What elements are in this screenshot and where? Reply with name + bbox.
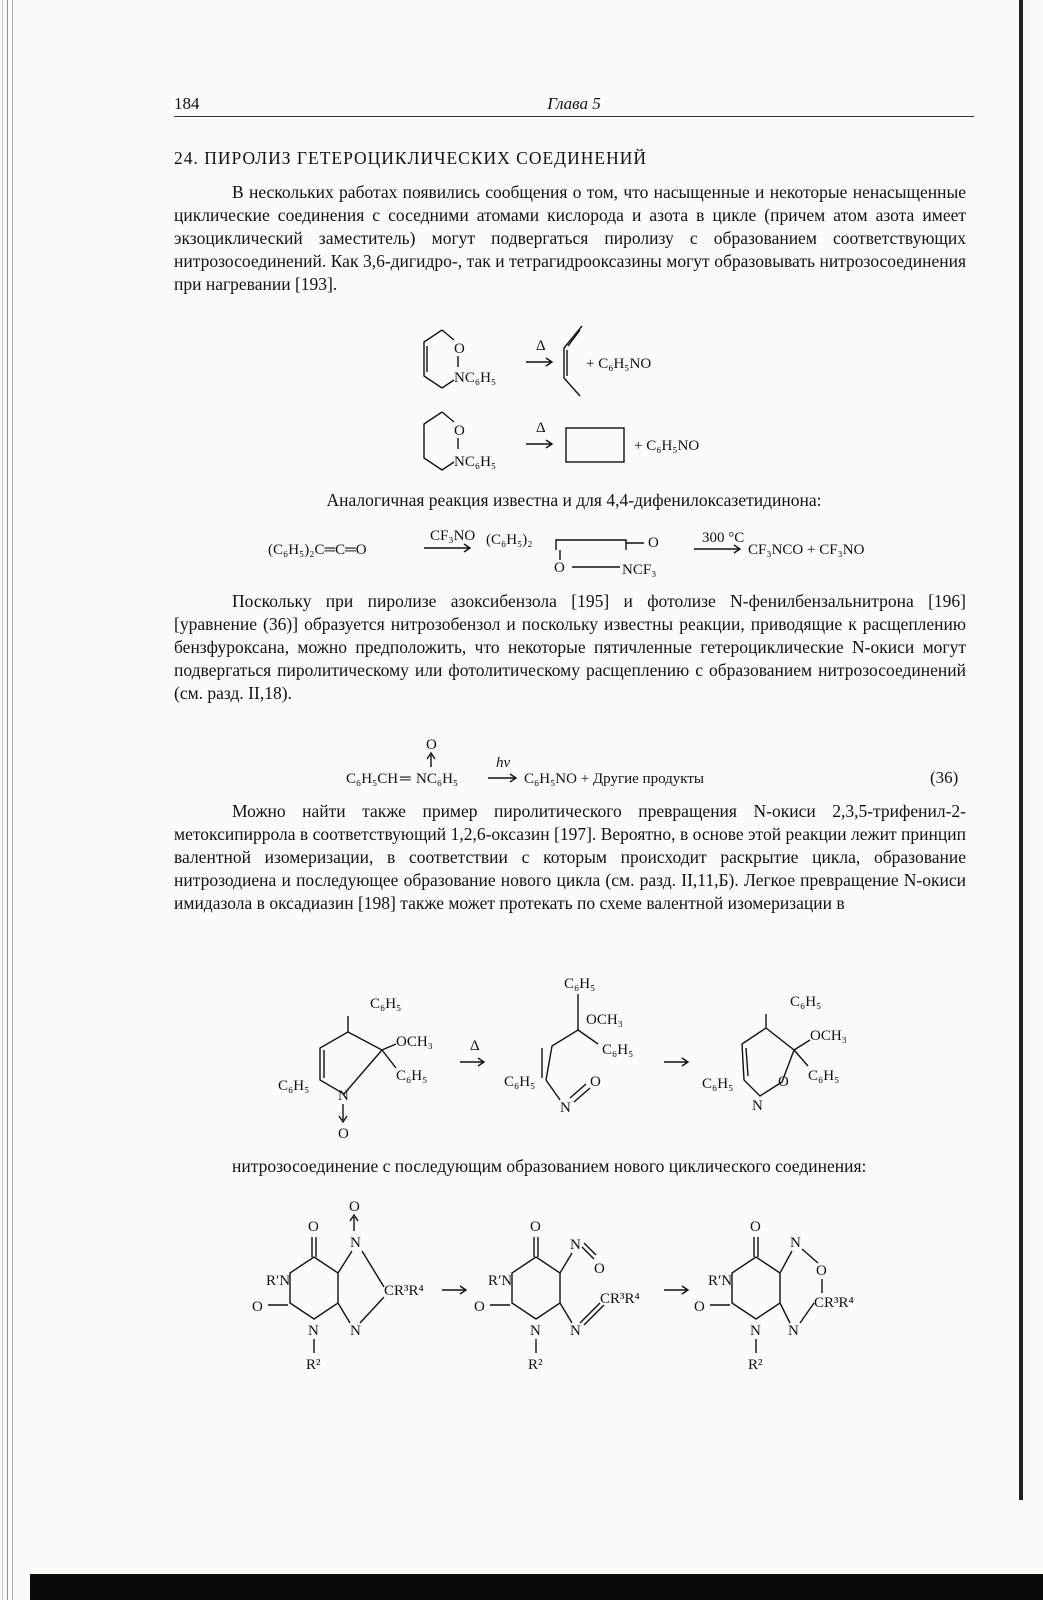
n-r2-2: N (530, 1323, 541, 1339)
imine-double-a (580, 1303, 600, 1323)
cnitroso-bond (560, 1253, 572, 1273)
n-oxide-oxygen: O (426, 737, 437, 753)
ring-ncf3: NCF₃ (622, 562, 657, 578)
paragraph-1: В нескольких работах появились сообщения о том, что насыщенные и некоторые ненасыщенные циклические соединения с соседними атомами кислорода и азота в цикле (причем атом азота имеет экзоциклический заместитель) могут подвергаться пиролизу с образованием соответствующих нитрозосоединений. Как 3,6-дигидро-, так и тетрагидрооксазины могут образовывать нитрозосоединения при нагревании [193]. (174, 182, 966, 294)
ox-bond-e (780, 1303, 790, 1323)
carbonyl-o-2: O (530, 1219, 541, 1235)
scheme-oxazetidinone (174, 520, 974, 580)
oxazetidine-products: CF₃NCO + CF₃NO (748, 542, 865, 558)
phenyl-1b: C₆H₅ (396, 1068, 428, 1084)
imid-bond-b (362, 1251, 384, 1287)
oxadiazine-n: N (790, 1235, 801, 1251)
oxazine-nitrogen: N (752, 1098, 763, 1114)
ring-oxygen: O (554, 560, 565, 576)
pyrolysis-temperature: 300 °C (702, 530, 745, 546)
equation-number: (36) (930, 768, 959, 787)
ring2-nitrogen: NC₆H₅ (454, 454, 497, 470)
pyrimidine-ring-2 (512, 1257, 560, 1319)
phenyl-2b: C₆H₅ (602, 1042, 634, 1058)
ring2-oxygen: O (454, 423, 465, 439)
equation-36 (174, 735, 974, 795)
oxo-1: O (252, 1299, 263, 1315)
nitroso-nitrogen: N (560, 1100, 571, 1116)
oxo-2: O (474, 1299, 485, 1315)
pyrimidine-ring-3 (732, 1257, 780, 1319)
methoxy-3: OCH₃ (810, 1028, 847, 1044)
pyrrole-ring (320, 1016, 382, 1094)
imine-double-b (584, 1305, 604, 1325)
ketene-reactant: (C₆H₅)₂C═C═O (268, 542, 367, 558)
imidazole-n: N (350, 1323, 361, 1339)
oxadiazine-n-2: N (788, 1323, 799, 1339)
n-oxide-oxygen-2: O (338, 1126, 349, 1142)
delta-2: Δ (536, 420, 546, 436)
ring2-bond-b (442, 412, 454, 422)
oxazine-double-1 (746, 1048, 748, 1076)
n-oxide-oxygen-3: O (349, 1199, 360, 1215)
paragraph-3: Поскольку при пиролизе азоксибензола [195] и фотолизе N-фенилбензальнитрона [196] [уравнение (36)] образуется нитрозобензол и поскольку известны реакции, приводящие к расщеплению бензфуроксана, можно предположить, что некоторые пятичленные гетероциклические N-окиси могут подвергаться пиролитическому или фотолитическому расщеплению с образованием нитрозосоединений (см. разд. II,18). (174, 591, 966, 703)
r-prime-n-3: R′N (708, 1273, 733, 1289)
r2-2: R² (528, 1357, 543, 1373)
cr3r4-1: CR³R⁴ (384, 1283, 424, 1299)
phenyl-3c: C₆H₅ (702, 1076, 734, 1092)
no-bond-1 (570, 1084, 586, 1098)
photolysis-products: C₆H₅NO + Другие продукты (524, 771, 704, 787)
nitrone-left: C₆H₅CH (346, 771, 399, 787)
ox-bond-a (780, 1251, 792, 1273)
no-bond-3b (584, 1243, 596, 1255)
diene-chain (546, 994, 578, 1080)
ox-bond-d (800, 1303, 814, 1323)
ring2-bonds (424, 412, 454, 470)
paragraph-4: Можно найти также пример пиролитического превращения N-окиси 2,3,5-трифенил-2-метоксипиррола в соответствующий 1,2,6-оксазин [197]. Вероятно, в основе этой реакции лежит принцип валентной изомеризации, в соответствии с которым происходит раскрытие цикла, образование нитрозодиена и последующее образование нового цикла (см. разд. II,11,Б). Легкое превращение N-окиси имидазола в оксадиазин [198] также может протекать по схеме валентной изомеризации в (174, 801, 966, 913)
r2-1: R² (306, 1357, 321, 1373)
phenyl-3a: C₆H₅ (790, 994, 822, 1010)
scan-edge-left (0, 0, 26, 1600)
carbonyl-oxygen: O (648, 535, 659, 551)
methoxy-2: OCH₃ (586, 1012, 623, 1028)
page-number: 184 (174, 94, 200, 113)
imid-bond-c (360, 1297, 384, 1323)
scheme-oxazine-pyrolysis (174, 320, 974, 480)
book-page (174, 0, 974, 1600)
scheme-imidazole-oxide-oxadiazine (174, 1195, 974, 1395)
cn-bond (546, 1080, 560, 1100)
photolysis-label: hν (496, 755, 511, 771)
header-rule (174, 116, 974, 117)
delta-3: Δ (470, 1038, 480, 1054)
imid-bond-d (338, 1303, 350, 1323)
carbonyl-o-3: O (750, 1219, 761, 1235)
scan-edge-right (1019, 0, 1023, 1500)
ring-bond-1c (442, 380, 454, 388)
n-r2-1: N (308, 1323, 319, 1339)
cr3r4-3: CR³R⁴ (814, 1295, 854, 1311)
cyclobutene-product (566, 428, 624, 462)
phenyl-1c: C₆H₅ (278, 1078, 310, 1094)
ring-diphenyl: (C₆H₅)₂ (486, 532, 533, 548)
och3-bond-3 (794, 1040, 810, 1050)
oxazetidine-ring-top (556, 540, 626, 550)
imid-bond-a (338, 1251, 352, 1273)
ph-bond-3 (794, 1050, 808, 1066)
phenyl-1a: C₆H₅ (370, 996, 402, 1012)
oxo-3: O (694, 1299, 705, 1315)
ph-bond-1 (382, 1050, 396, 1068)
och3-bond-1 (382, 1044, 396, 1050)
product2-nitrosobenzene: + C₆H₅NO (634, 438, 700, 454)
r-prime-n-2: R′N (488, 1273, 513, 1289)
ox-bond-b (802, 1249, 818, 1263)
cr3r4-2: CR³R⁴ (600, 1291, 640, 1307)
r2-3: R² (748, 1357, 763, 1373)
running-title: Глава 5 (547, 94, 601, 113)
methoxy-1: OCH₃ (396, 1034, 433, 1050)
paragraph-5: нитрозосоединение с последующим образованием нового циклического соединения: (232, 1156, 867, 1176)
reagent-cf3no: CF₃NO (430, 528, 476, 544)
nitrone-double-bond: ═ (400, 771, 411, 787)
imine-bond-a (560, 1303, 572, 1323)
butadiene-double-2 (568, 330, 580, 346)
ch-bond-2 (578, 1030, 598, 1044)
oxazine-oxygen: O (778, 1074, 789, 1090)
ring-bond-1b (442, 330, 454, 340)
oxadiazine-o: O (816, 1263, 827, 1279)
r-prime-n-1: R′N (266, 1273, 291, 1289)
ring1-nitrogen: NC₆H₅ (454, 370, 497, 386)
ring1-oxygen: O (454, 341, 465, 357)
nitrone-right: NC₆H₅ (416, 771, 459, 787)
page-header (174, 94, 974, 122)
section-title: 24. ПИРОЛИЗ ГЕТЕРОЦИКЛИЧЕСКИХ СОЕДИНЕНИЙ (174, 148, 647, 168)
no-bond-2 (574, 1088, 590, 1102)
nitroso-o-2: O (594, 1261, 605, 1277)
nitroso-n-2: N (570, 1237, 581, 1253)
scheme-pyrrole-oxide-oxazine (174, 970, 974, 1150)
phenyl-2a: C₆H₅ (564, 976, 596, 992)
imine-n-2: N (570, 1323, 581, 1339)
imidazole-n-oxide: N (350, 1235, 361, 1251)
product1-nitrosobenzene: + C₆H₅NO (586, 356, 652, 372)
n-r2-3: N (750, 1323, 761, 1339)
nitroso-oxygen: O (590, 1074, 601, 1090)
paragraph-2: Аналогичная реакция известна и для 4,4-дифенилоксазетидинона: (326, 490, 822, 510)
delta-1: Δ (536, 338, 546, 354)
pyrimidine-ring-1 (290, 1257, 338, 1319)
no-bond-3 (582, 1247, 594, 1259)
phenyl-2c: C₆H₅ (504, 1074, 536, 1090)
phenyl-3b: C₆H₅ (808, 1068, 840, 1084)
carbonyl-o-1: O (308, 1219, 319, 1235)
pyrrole-nitrogen: N (338, 1088, 349, 1104)
